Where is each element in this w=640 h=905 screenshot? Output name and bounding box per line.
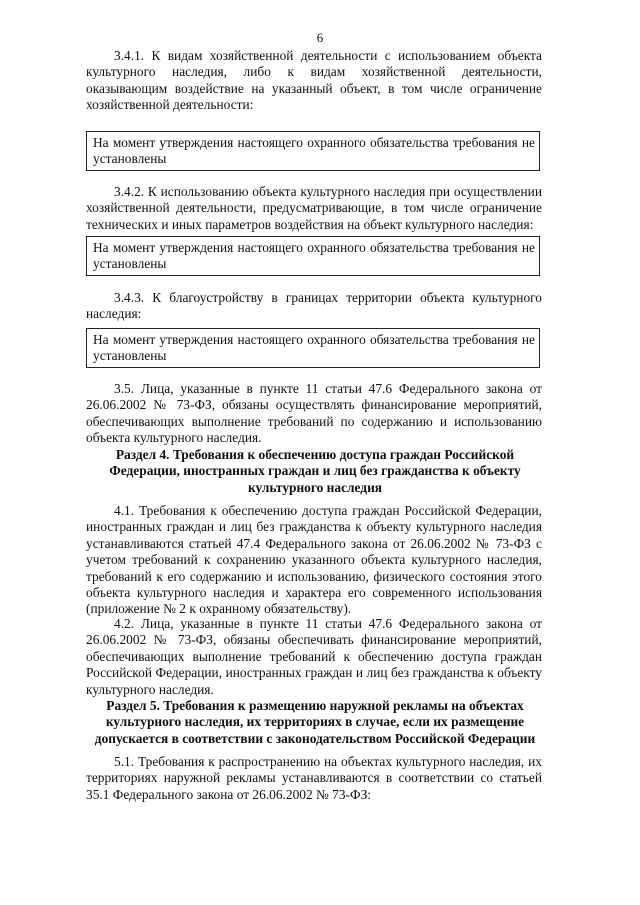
paragraph-5-1: 5.1. Требования к распространению на объектах культурного наследия, их территориях наружной рекламы устанавливаются в соответствии со статьей 35.1 Федерального закона от 26.06.2002 № 73-ФЗ: xyxy=(86,754,542,802)
paragraph-4-1: 4.1. Требования к обеспечению доступа граждан Российской Федерации, иностранных граждан и лиц без гражданства к объекту культурного наследия устанавливаются статьей 47.4 Федерального закона от 26.06.2002 № 73-ФЗ с учетом требований к сохранению указанного объекта культурного наследия, требований к его содержанию и использованию, физического состояния этого объекта культурного наследия и характера его современного использования (приложение № 2 к охранному обязательству). xyxy=(86,503,542,617)
paragraph-3-5: 3.5. Лица, указанные в пункте 11 статьи 47.6 Федерального закона от 26.06.2002 № 73-ФЗ, обязаны осуществлять финансирование мероприятий, обеспечивающих выполнение требований по содержанию и использованию объекта культурного наследия. xyxy=(86,381,542,446)
requirements-box-1: На момент утверждения настоящего охранного обязательства требования не установлены xyxy=(86,131,540,171)
section-5-heading: Раздел 5. Требования к размещению наружной рекламы на объектах культурного наследия, их территориях в случае, если их размещение допускается в соответствии с законодательством Российской Федерации xyxy=(94,698,536,746)
requirements-box-2: На момент утверждения настоящего охранного обязательства требования не установлены xyxy=(86,236,540,276)
paragraph-3-4-2: 3.4.2. К использованию объекта культурного наследия при осуществлении хозяйственной деятельности, предусматривающие, в том числе ограничение технических и иных параметров воздействия на объект культурного наследия: xyxy=(86,184,542,232)
section-4-heading: Раздел 4. Требования к обеспечению доступа граждан Российской Федерации, иностранных граждан и лиц без гражданства к объекту культурного наследия xyxy=(109,447,521,495)
paragraph-3-4-3: 3.4.3. К благоустройству в границах территории объекта культурного наследия: xyxy=(86,290,542,322)
paragraph-3-4-1: 3.4.1. К видам хозяйственной деятельности с использованием объекта культурного наследия, либо к видам хозяйственной деятельности, оказывающим воздействие на указанный объект, в том числе ограничение хозяйственной деятельности: xyxy=(86,48,542,113)
paragraph-4-2: 4.2. Лица, указанные в пункте 11 статьи 47.6 Федерального закона от 26.06.2002 № 73-ФЗ, обязаны обеспечивать финансирование мероприятий, обеспечивающих выполнение требований к обеспечению доступа граждан Российской Федерации, иностранных граждан и лиц без гражданства к объекту культурного наследия. xyxy=(86,616,542,697)
requirements-box-3: На момент утверждения настоящего охранного обязательства требования не установлены xyxy=(86,328,540,368)
page-number: 6 xyxy=(316,30,324,45)
